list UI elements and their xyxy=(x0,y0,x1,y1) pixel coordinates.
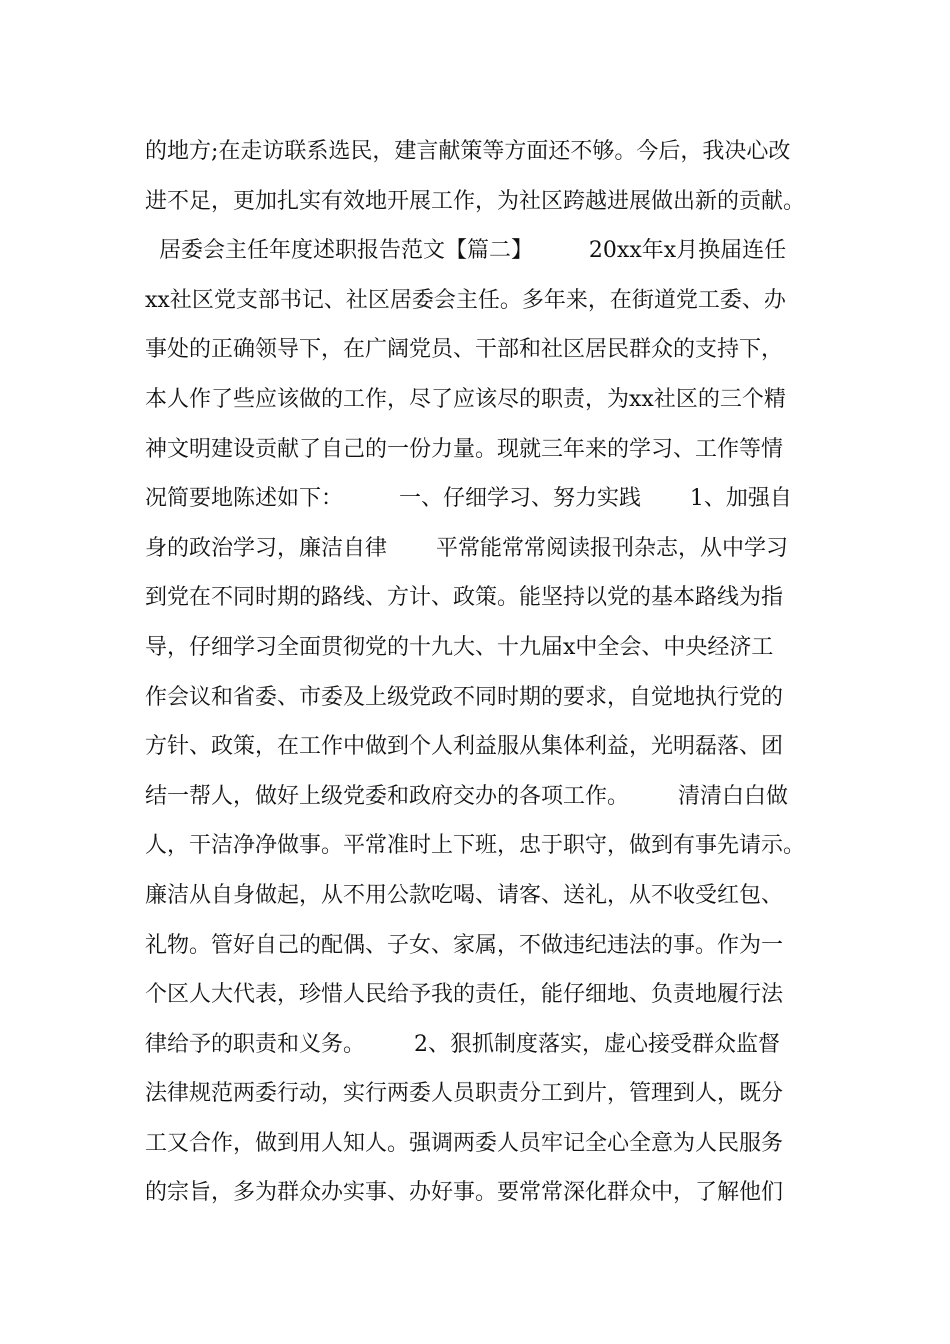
text-line: 本人作了些应该做的工作，尽了应该尽的职责，为xx社区的三个精 xyxy=(145,386,786,412)
text-line: 到党在不同时期的路线、方计、政策。能坚持以党的基本路线为指 xyxy=(145,585,784,611)
text-line: 的宗旨，多为群众办实事、办好事。要常常深化群众中，了解他们 xyxy=(145,1180,784,1206)
text-line: 律给予的职责和义务。 2、狠抓制度落实，虚心接受群众监督 xyxy=(145,1031,780,1057)
text-line: 方针、政策，在工作中做到个人利益服从集体利益，光明磊落、团 xyxy=(145,734,784,760)
body-text xyxy=(145,127,825,1218)
text-line: 的地方;在走访联系选民，建言献策等方面还不够。今后，我决心改 xyxy=(145,139,791,164)
text-line: 神文明建设贡献了自己的一份力量。现就三年来的学习、工作等情 xyxy=(145,436,784,462)
text-line: 居委会主任年度述职报告范文【篇二】 20xx年x月换届连任 xyxy=(145,238,787,264)
text-line: 事处的正确领导下，在广阔党员、干部和社区居民群众的支持下， xyxy=(145,337,784,363)
text-line: 作会议和省委、市委及上级党政不同时期的要求，自觉地执行党的 xyxy=(145,684,784,710)
text-line: 结一帮人，做好上级党委和政府交办的各项工作。 清清白白做 xyxy=(145,783,788,809)
text-line: 工又合作，做到用人知人。强调两委人员牢记全心全意为人民服务 xyxy=(145,1130,784,1156)
text-line: 廉洁从自身做起，从不用公款吃喝、请客、送礼，从不收受红包、 xyxy=(145,882,784,908)
text-line: xx社区党支部书记、社区居委会主任。多年来，在街道党工委、办 xyxy=(145,287,786,313)
text-line: 礼物。管好自己的配偶、子女、家属，不做违纪违法的事。作为一 xyxy=(145,932,784,958)
text-line: 法律规范两委行动，实行两委人员职责分工到片，管理到人，既分 xyxy=(145,1081,784,1107)
text-line: 身的政治学习，廉洁自律 平常能常常阅读报刊杂志，从中学习 xyxy=(145,535,788,561)
text-line: 进不足，更加扎实有效地开展工作，为社区跨越进展做出新的贡献。 xyxy=(145,188,806,214)
text-line: 个区人大代表，珍惜人民给予我的责任，能仔细地、负责地履行法 xyxy=(145,982,784,1008)
text-line: 况简要地陈述如下： 一、仔细学习、努力实践 1、加强自 xyxy=(145,486,792,512)
text-line: 导，仔细学习全面贯彻党的十九大、十九届x中全会、中央经济工 xyxy=(145,634,774,660)
text-line: 人，干洁净净做事。平常准时上下班，忠于职守，做到有事先请示。 xyxy=(145,833,806,859)
